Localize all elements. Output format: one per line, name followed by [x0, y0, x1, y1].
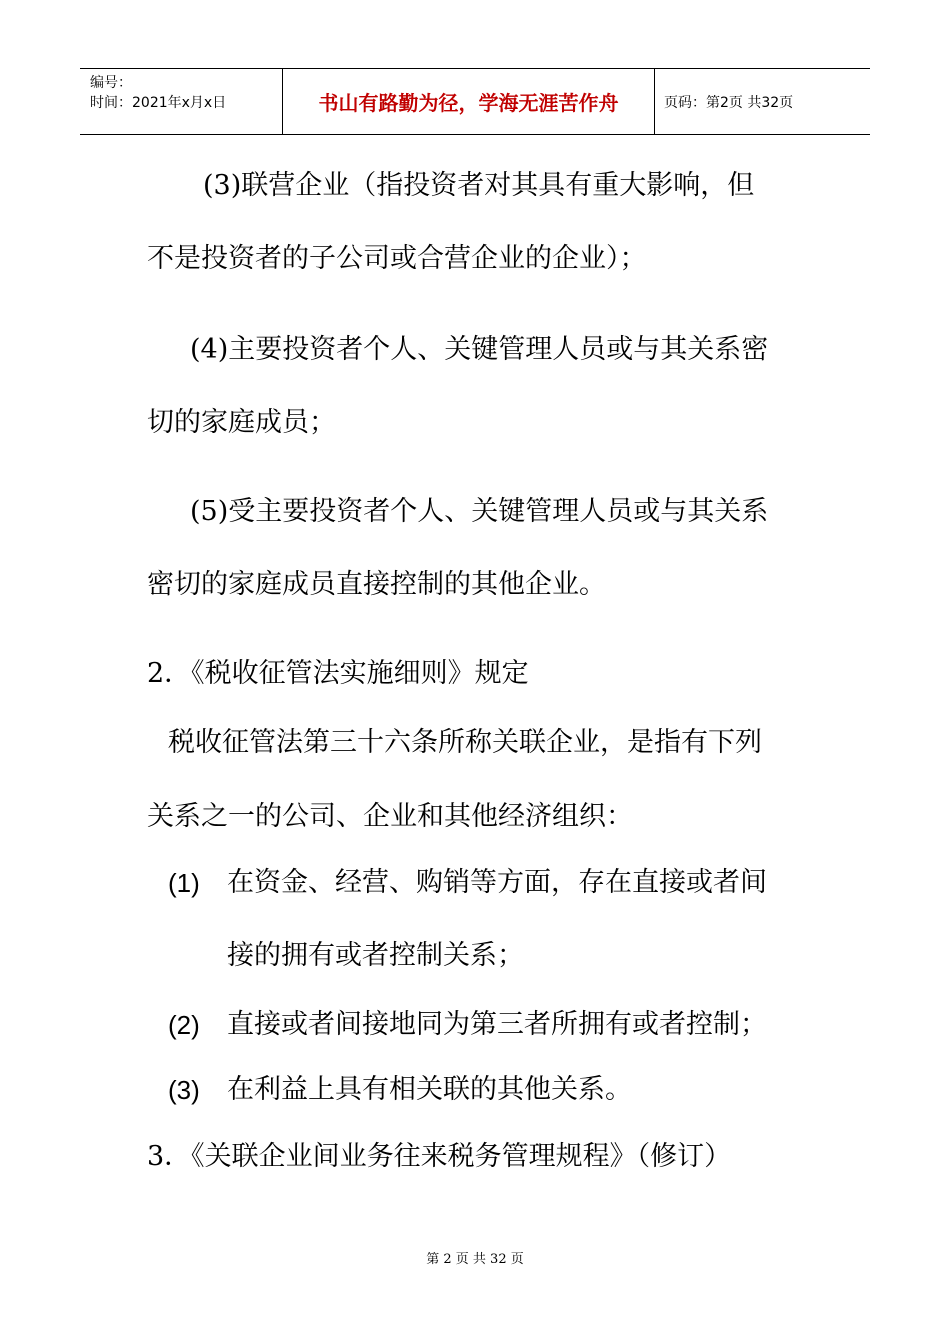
list-item-1-line-2: 接的拥有或者控制关系； [227, 940, 524, 971]
list-item-3-number: (3) [168, 1075, 200, 1105]
paragraph-4-line-2: 切的家庭成员； [147, 407, 336, 438]
paragraph-4-line-1: (4)主要投资者个人、关键管理人员或与其关系密 [190, 334, 769, 365]
page-header [80, 68, 870, 135]
paragraph-rule-line-1: 税收征管法第三十六条所称关联企业，是指有下列 [168, 727, 762, 758]
header-page-info: 页码：第2页 共32页 [664, 94, 794, 111]
list-item-2-number: (2) [168, 1010, 200, 1040]
section-heading-2: 2．《税收征管法实施细则》规定 [147, 658, 529, 689]
paragraph-5-line-2: 密切的家庭成员直接控制的其他企业。 [147, 569, 606, 600]
paragraph-3-line-1: (3)联营企业（指投资者对其具有重大影响，但 [203, 170, 755, 201]
header-meta-cell [80, 69, 283, 134]
list-item-2-line-1: 直接或者间接地同为第三者所拥有或者控制； [227, 1009, 767, 1040]
serial-label: 编号： [90, 75, 132, 91]
list-item-1-line-1: 在资金、经营、购销等方面，存在直接或者间 [227, 867, 767, 898]
page-footer: 第 2 页 共 32 页 [426, 1252, 524, 1267]
header-motto: 书山有路勤为径，学海无涯苦作舟 [283, 69, 655, 134]
list-item-1-number: (1) [168, 868, 200, 898]
paragraph-5-line-1: (5)受主要投资者个人、关键管理人员或与其关系 [190, 496, 769, 527]
section-heading-3: 3．《关联企业间业务往来税务管理规程》（修订） [147, 1141, 732, 1172]
date-label: 时间：2021年x月x日 [90, 95, 227, 111]
paragraph-3-line-2: 不是投资者的子公司或合营企业的企业）； [147, 243, 647, 274]
list-item-3-line-1: 在利益上具有相关联的其他关系。 [227, 1074, 632, 1105]
paragraph-rule-line-2: 关系之一的公司、企业和其他经济组织： [147, 801, 633, 832]
